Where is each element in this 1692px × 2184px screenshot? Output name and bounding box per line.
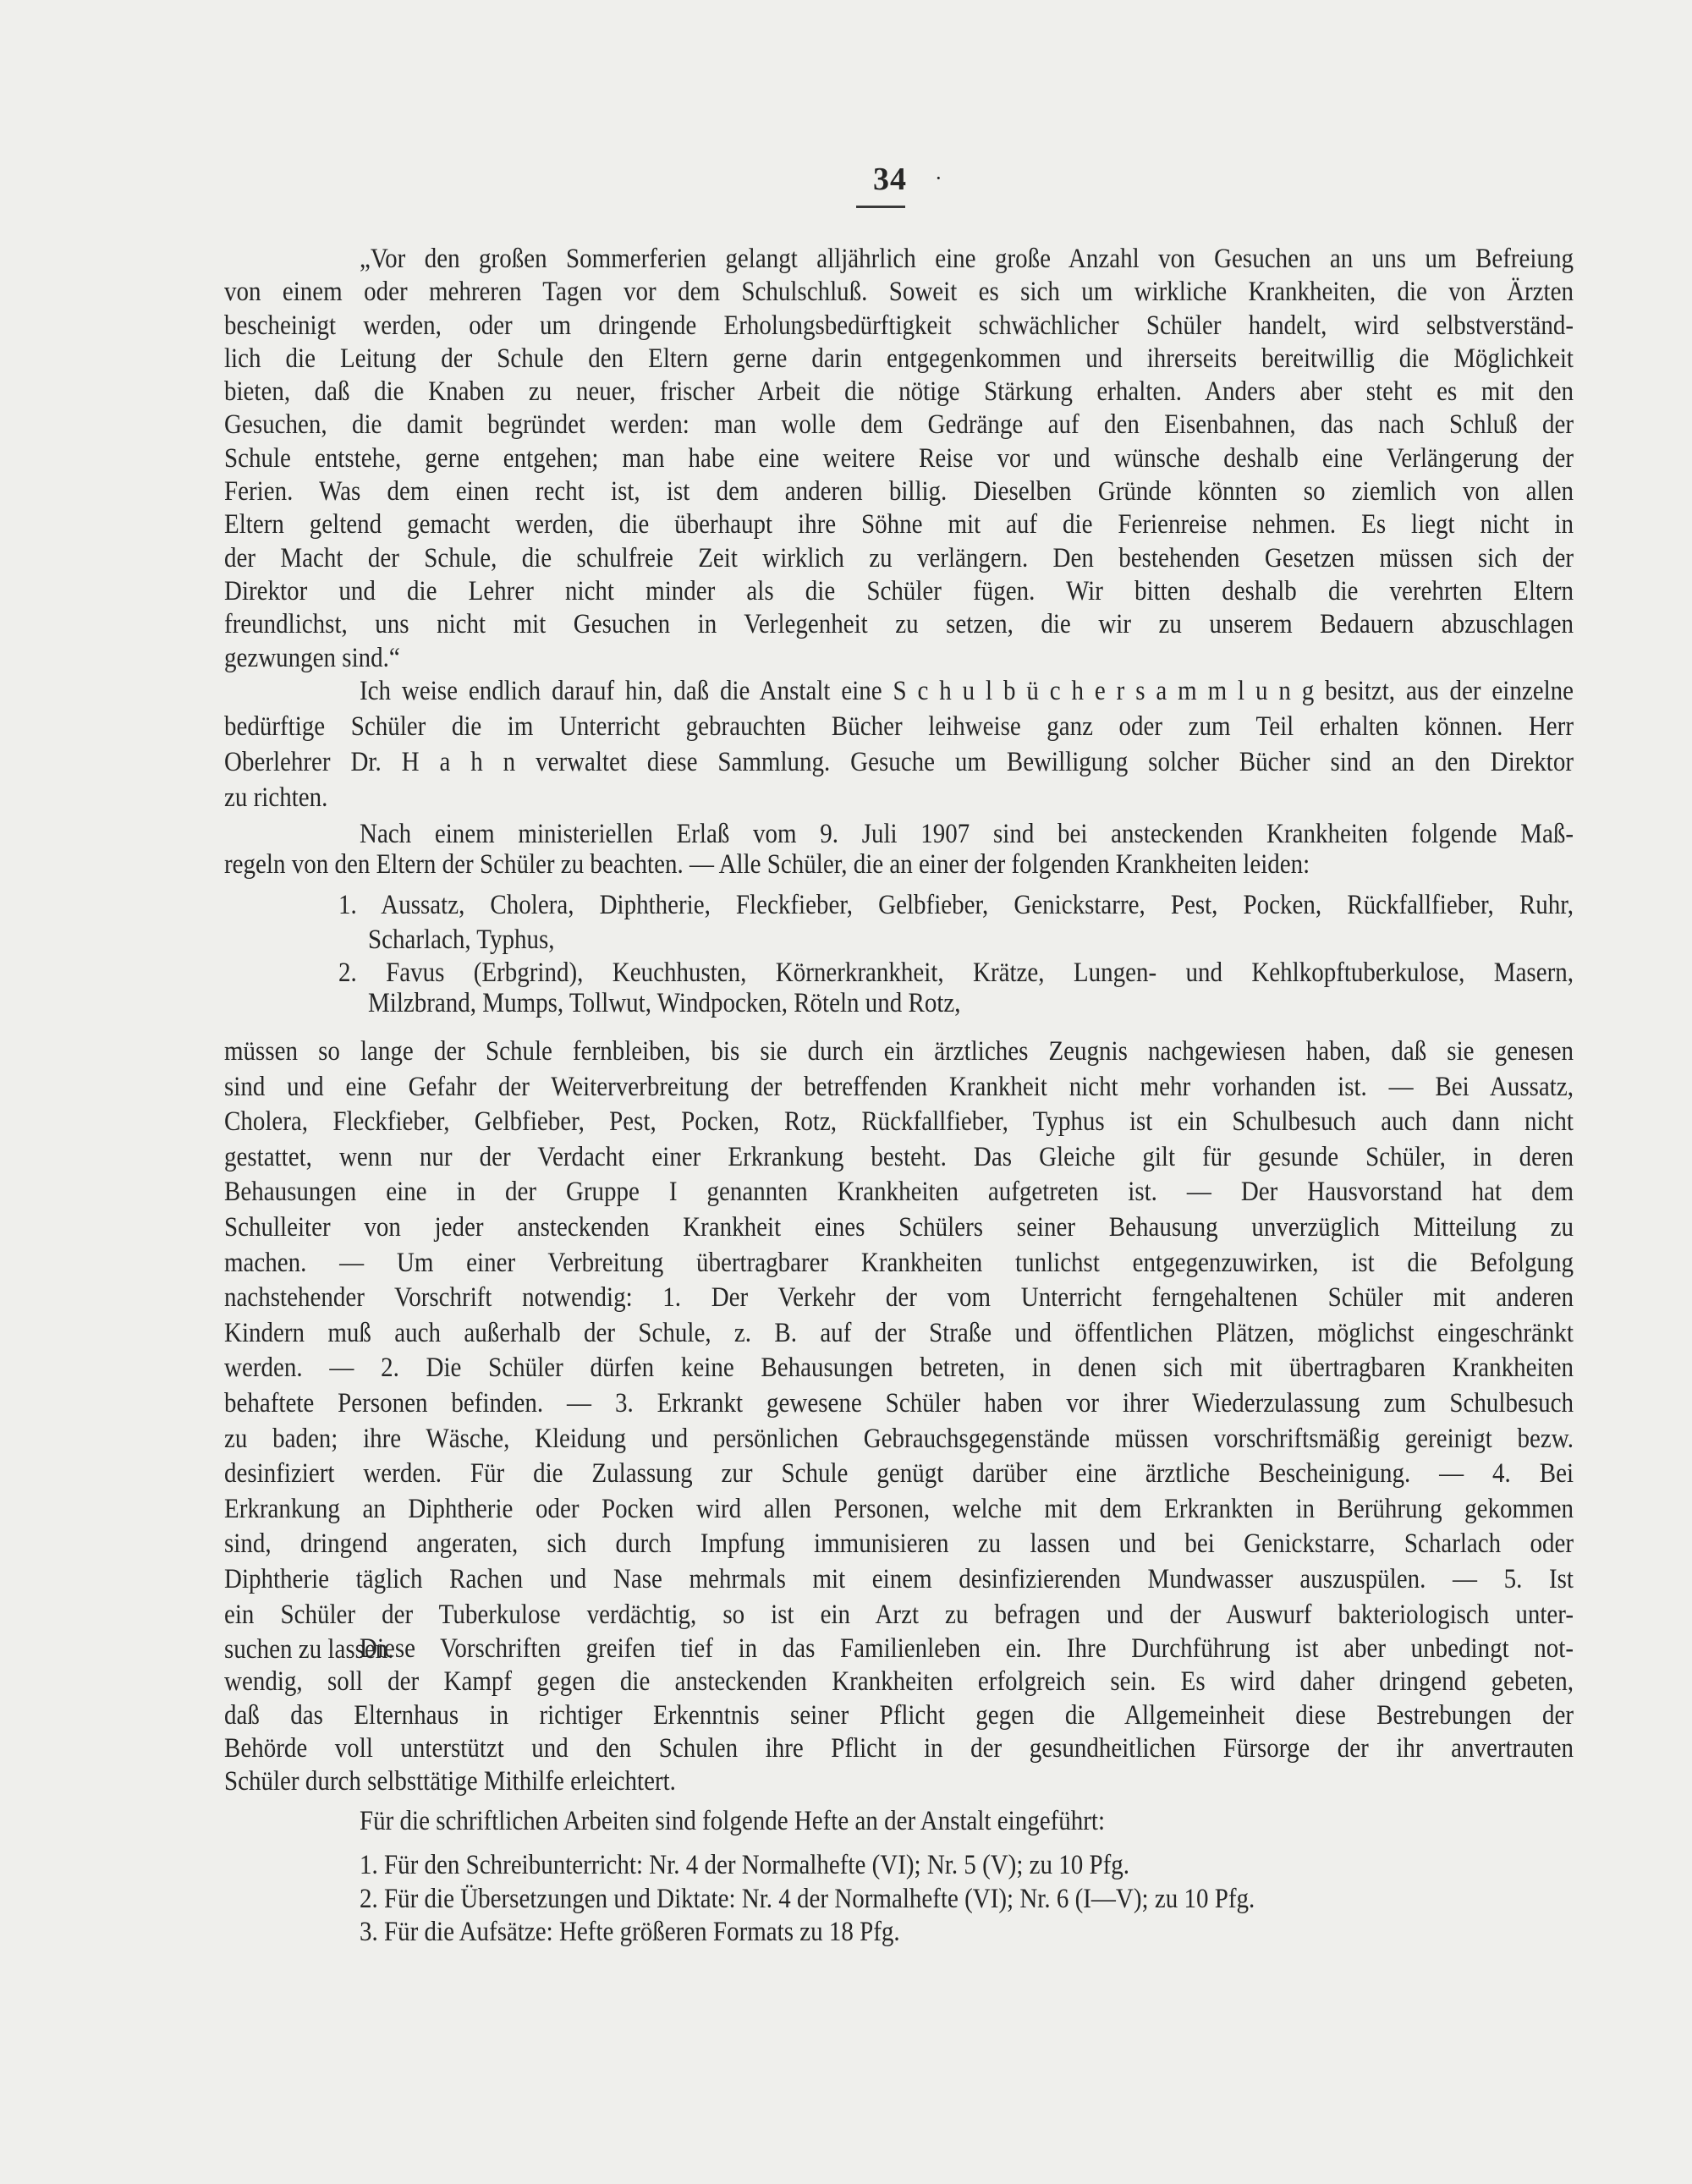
list-item: 2. Für die Übersetzungen und Diktate: Nr. 4 der Normalhefte (VI); Nr. 6 (I—V); zu 10 Pfg. [360,1883,1255,1914]
disease-list-item [224,958,1574,1018]
text-line: Diese Vorschriften greifen tief in das Familienleben ein. Ihre Durchführung ist aber unbedingt not- [360,1633,1574,1664]
text-line: Schulleiter von jeder ansteckenden Krankheit eines Schülers seiner Behausung unverzüglich Mitteilung zu [224,1211,1574,1243]
text-line: sind und eine Gefahr der Weiterverbreitung der betreffenden Krankheit nicht mehr vorhanden ist. — Bei Aussatz, [224,1071,1574,1102]
text-line: zu baden; ihre Wäsche, Kleidung und persönlichen Gebrauchsgegenstände müssen vorschriftsmäßig gereinigt bezw. [224,1423,1574,1454]
text-line: behaftete Personen befinden. — 3. Erkrankt gewesene Schüler haben vor ihrer Wiederzulassung zum Schulbesuch [224,1387,1574,1419]
text-line: wendig, soll der Kampf gegen die ansteckenden Krankheiten erfolgreich sein. Es wird daher dringend gebeten, [224,1666,1574,1698]
text-line: gezwungen sind.“ [224,642,400,673]
paragraph [224,1034,1574,1668]
text-line: 2. Favus (Erbgrind), Keuchhusten, Körnerkrankheit, Krätze, Lungen- und Kehlkopftuberkulose, Masern, [338,958,1574,988]
paragraph [224,1804,1574,1838]
text-line: 1. Aussatz, Cholera, Diphtherie, Fleckfieber, Gelbfieber, Genickstarre, Pest, Pocken, Rückfallfieber, Ruhr, [338,890,1574,920]
list-item: 1. Für den Schreibunterricht: Nr. 4 der Normalhefte (VI); Nr. 5 (V); zu 10 Pfg. [360,1849,1130,1880]
text-line: Schüler durch selbsttätige Mithilfe erleichtert. [224,1766,676,1797]
text-line: desinfiziert werden. Für die Zulassung zur Schule genügt darüber eine ärztliche Bescheinigung. — 4. Bei [224,1458,1574,1489]
text-line: Nach einem ministeriellen Erlaß vom 9. Juli 1907 sind bei ansteckenden Krankheiten folgende Maß- [360,819,1574,849]
paragraph [224,243,1574,675]
text-line: Schule entstehe, gerne entgehen; man habe eine weitere Reise vor und wünsche deshalb eine Verlängerung der [224,442,1574,474]
notebook-list [224,1849,1574,1950]
text-line: Ferien. Was dem einen recht ist, ist dem anderen billig. Dieselben Gründe könnten so ziemlich von allen [224,476,1574,507]
text-line: suchen zu lassen. [224,1634,394,1665]
text-line: „Vor den großen Sommerferien gelangt alljährlich eine große Anzahl von Gesuchen an uns um Befreiung [360,244,1574,274]
page-number-mark: · [935,166,942,190]
text-line: Für die schriftlichen Arbeiten sind folgende Hefte an der Anstalt eingeführt: [360,1806,1106,1836]
text-line: werden. — 2. Die Schüler dürfen keine Behausungen betreten, in denen sich mit übertragbaren Krankheiten [224,1353,1574,1384]
text-line: daß das Elternhaus in richtiger Erkenntnis seiner Pflicht gegen die Allgemeinheit diese Bestrebungen der [224,1699,1574,1731]
text-line: bieten, daß die Knaben zu neuer, frischer Arbeit die nötige Stärkung erhalten. Anders aber steht es mit den [224,376,1574,408]
paragraph [224,673,1574,815]
text-line: Behausungen eine in der Gruppe I genannten Krankheiten aufgetreten ist. — Der Hausvorstand hat dem [224,1177,1574,1208]
text-line: ein Schüler der Tuberkulose verdächtig, so ist ein Arzt zu befragen und der Auswurf bakteriologisch unter- [224,1599,1574,1630]
text-line: Direktor und die Lehrer nicht minder als die Schüler fügen. Wir bitten deshalb die verehrten Eltern [224,575,1574,606]
text-line: Eltern geltend gemacht werden, die überhaupt ihre Söhne mit auf die Ferienreise nehmen. Es liegt nicht in [224,509,1574,541]
text-line: nachstehender Vorschrift notwendig: 1. Der Verkehr der vom Unterricht ferngehaltenen Schüler mit anderen [224,1282,1574,1313]
text-line: Gesuchen, die damit begründet werden: man wolle dem Gedränge auf den Eisenbahnen, das nach Schluß der [224,409,1574,441]
paragraph [224,819,1574,880]
text-line: machen. — Um einer Verbreitung übertragbarer Krankheiten tunlichst entgegenzuwirken, ist die Befolgung [224,1247,1574,1278]
text-line: Diphtherie täglich Rachen und Nase mehrmals mit einem desinfizierenden Mundwasser auszuspülen. — 5. Ist [224,1563,1574,1594]
page-number: 34 [873,162,907,197]
text-line: lich die Leitung der Schule den Eltern gerne darin entgegenkommen und ihrerseits bereitwillig die Möglichkeit [224,343,1574,374]
text-line: müssen so lange der Schule fernbleiben, bis sie durch ein ärztliches Zeugnis nachgewiesen haben, daß sie genesen [224,1035,1574,1067]
text-line: gestattet, wenn nur der Verdacht einer Erkrankung besteht. Das Gleiche gilt für gesunde Schüler, in deren [224,1141,1574,1172]
text-line: regeln von den Eltern der Schüler zu beachten. — Alle Schüler, die an einer der folgenden Krankheiten leiden: [224,849,1310,880]
text-line: Ich weise endlich darauf hin, daß die Anstalt eine S c h u l b ü c h e r s a m m l u n g besitzt, aus der einzelne [360,676,1574,706]
text-line: Cholera, Fleckfieber, Gelbfieber, Pest, Pocken, Rotz, Rückfallfieber, Typhus ist ein Schulbesuch auch dann nicht [224,1106,1574,1138]
text-line: Behörde voll unterstützt und den Schulen ihre Pflicht in der gesundheitlichen Fürsorge der ihr anvertrauten [224,1732,1574,1764]
text-line: Oberlehrer Dr. H a h n verwaltet diese Sammlung. Gesuche um Bewilligung solcher Bücher sind an den Direktor [224,747,1574,777]
text-line: freundlichst, uns nicht mit Gesuchen in Verlegenheit zu setzen, die wir zu unserem Bedauern abzuschlagen [224,609,1574,640]
text-line: bescheinigt werden, oder um dringende Erholungsbedürftigkeit schwächlicher Schüler handelt, wird selbstverständ- [224,310,1574,341]
text-line: der Macht der Schule, die schulfreie Zeit wirklich zu verlängern. Den bestehenden Gesetzen müssen sich der [224,542,1574,573]
text-line: Erkrankung an Diphtherie oder Pocken wird allen Personen, welche mit dem Erkrankten in Berührung gekommen [224,1493,1574,1524]
text-line: Scharlach, Typhus, [368,925,555,955]
text-line: von einem oder mehreren Tagen vor dem Schulschluß. Soweit es sich um wirkliche Krankheiten, die von Ärzten [224,277,1574,308]
text-line: sind, dringend angeraten, sich durch Impfung immunisieren zu lassen und bei Genickstarre, Scharlach oder [224,1528,1574,1560]
text-line: Kindern muß auch außerhalb der Schule, z. B. auf der Straße und öffentlichen Plätzen, möglichst eingeschränkt [224,1317,1574,1348]
paragraph [224,1633,1574,1798]
text-line: Milzbrand, Mumps, Tollwut, Windpocken, Röteln und Rotz, [368,988,961,1018]
disease-list-item [224,888,1574,958]
list-item: 3. Für die Aufsätze: Hefte größeren Formats zu 18 Pfg. [360,1916,900,1947]
text-line: bedürftige Schüler die im Unterricht gebrauchten Bücher leihweise ganz oder zum Teil erhalten können. Herr [224,711,1574,742]
text-line: zu richten. [224,782,328,813]
page-number-rule [856,206,905,208]
